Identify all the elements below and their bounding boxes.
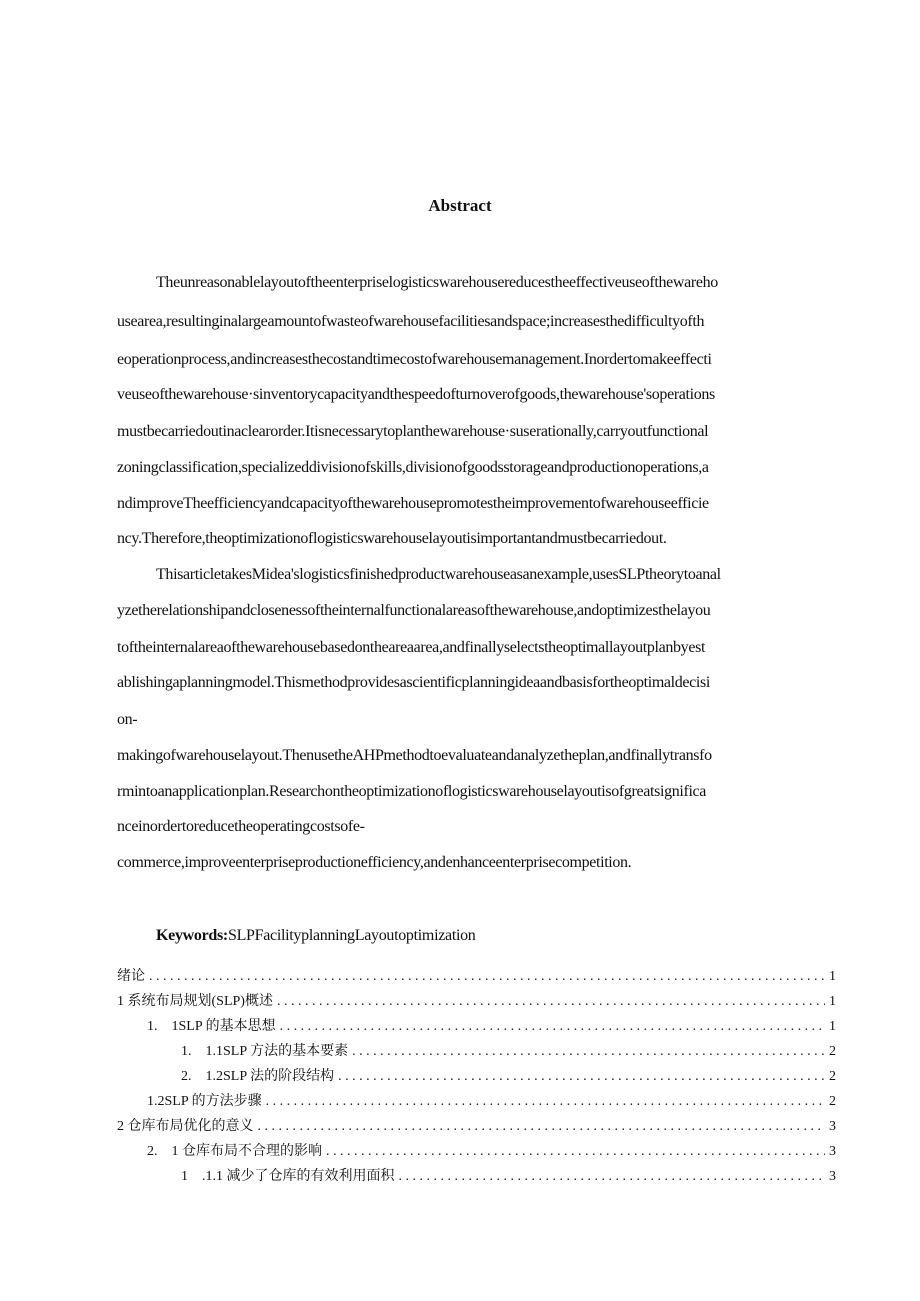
toc-entry[interactable]: [181, 1065, 836, 1085]
toc-entry[interactable]: [147, 1140, 836, 1160]
toc-entry-label: 1. 1.1SLP 方法的基本要素: [181, 1044, 349, 1059]
toc-leader-dots: [277, 994, 825, 1010]
toc-entry-label: 绪论: [117, 969, 145, 984]
toc-entry-label: 1.2SLP 的方法步骤: [147, 1094, 262, 1109]
toc-entry[interactable]: [181, 1040, 836, 1060]
toc-entry[interactable]: [117, 1115, 836, 1135]
abstract-line: commerce,improveenterpriseproductionefficiency,andenhanceenterprisecompetition.: [117, 854, 632, 871]
toc-entry[interactable]: [117, 990, 836, 1010]
toc-leader-dots: [399, 1169, 826, 1185]
toc-entry-page: 2: [829, 1044, 836, 1059]
toc-entry-page: 1: [829, 1019, 836, 1034]
abstract-line: zoningclassification,specializeddivisionofskills,divisionofgoodsstorageandproductionoperations,a: [117, 459, 709, 476]
toc-entry[interactable]: [181, 1165, 836, 1185]
abstract-line: ablishingaplanningmodel.Thismethodprovidesascientificplanningideaandbasisfortheoptimaldecisi: [117, 674, 710, 691]
keywords-label: Keywords:: [156, 927, 228, 944]
toc-leader-dots: [352, 1044, 825, 1060]
toc-entry-label: 2 仓库布局优化的意义: [117, 1119, 254, 1134]
toc-entry-page: 3: [829, 1119, 836, 1134]
toc-entry-page: 2: [829, 1069, 836, 1084]
toc-entry[interactable]: [147, 1090, 836, 1110]
abstract-line: toftheinternalareaofthewarehousebasedontheareaarea,andfinallyselectstheoptimallayoutplanbyest: [117, 639, 706, 656]
toc-leader-dots: [326, 1144, 825, 1160]
toc-entry-label: 2. 1 仓库布局不合理的影响: [147, 1144, 322, 1159]
toc-leader-dots: [280, 1019, 825, 1035]
toc-entry-page: 1: [829, 969, 836, 984]
toc-leader-dots: [149, 969, 825, 985]
abstract-line: yzetherelationshipandclosenessoftheinternalfunctionalareasofthewarehouse,andoptimizesthelayou: [117, 602, 711, 619]
toc-leader-dots: [258, 1119, 826, 1135]
abstract-line: makingofwarehouselayout.ThenusetheAHPmethodtoevaluateandanalyzetheplan,andfinallytransfo: [117, 747, 712, 764]
abstract-line: nceinordertoreducetheoperatingcostsofe-: [117, 818, 365, 835]
toc-entry[interactable]: [117, 965, 836, 985]
toc-entry-label: 1. 1SLP 的基本思想: [147, 1019, 276, 1034]
keywords: [156, 927, 476, 945]
abstract-line: Theunreasonablelayoutoftheenterpriselogisticswarehousereducestheeffectiveuseofthewareho: [156, 274, 718, 291]
abstract-title: Abstract: [428, 196, 492, 215]
toc-entry[interactable]: [147, 1015, 836, 1035]
keywords-text: SLPFacilityplanningLayoutoptimization: [227, 927, 476, 944]
toc-entry-page: 3: [829, 1144, 836, 1159]
abstract-line: rmintoanapplicationplan.Researchontheoptimizationoflogisticswarehouselayoutisofgreatsignifica: [117, 783, 707, 800]
abstract-line: mustbecarriedoutinaclearorder.Itisnecessarytoplanthewarehouse·suserationally,carryoutfunctional: [117, 423, 709, 440]
toc-entry-page: 3: [829, 1169, 836, 1184]
toc-entry-label: 1 系统布局规划(SLP)概述: [117, 994, 273, 1009]
abstract-line: ndimproveTheefficiencyandcapacityofthewarehousepromotestheimprovementofwarehouseefficie: [117, 495, 709, 512]
toc-leader-dots: [338, 1069, 825, 1085]
toc-entry-page: 1: [829, 994, 836, 1009]
abstract-line: eoperationprocess,andincreasesthecostandtimecostofwarehousemanagement.Inordertomakeeffecti: [117, 351, 712, 368]
abstract-line: veuseofthewarehouse·sinventorycapacityandthespeedofturnoverofgoods,thewarehouse'soperations: [117, 386, 715, 403]
toc-leader-dots: [266, 1094, 825, 1110]
toc-entry-page: 2: [829, 1094, 836, 1109]
abstract-line: usearea,resultinginalargeamountofwasteofwarehousefacilitiesandspace;increasesthedifficultyofth: [117, 313, 705, 330]
toc-entry-label: 2. 1.2SLP 法的阶段结构: [181, 1069, 335, 1084]
abstract-line: ThisarticletakesMidea'slogisticsfinishedproductwarehouseasanexample,usesSLPtheorytoanal: [156, 566, 721, 583]
toc-entry-label: 1 .1.1 减少了仓库的有效利用面积: [181, 1169, 395, 1184]
abstract-line: ncy.Therefore,theoptimizationoflogisticswarehouselayoutisimportantandmustbecarriedout.: [117, 530, 667, 547]
abstract-line: on-: [117, 711, 138, 728]
